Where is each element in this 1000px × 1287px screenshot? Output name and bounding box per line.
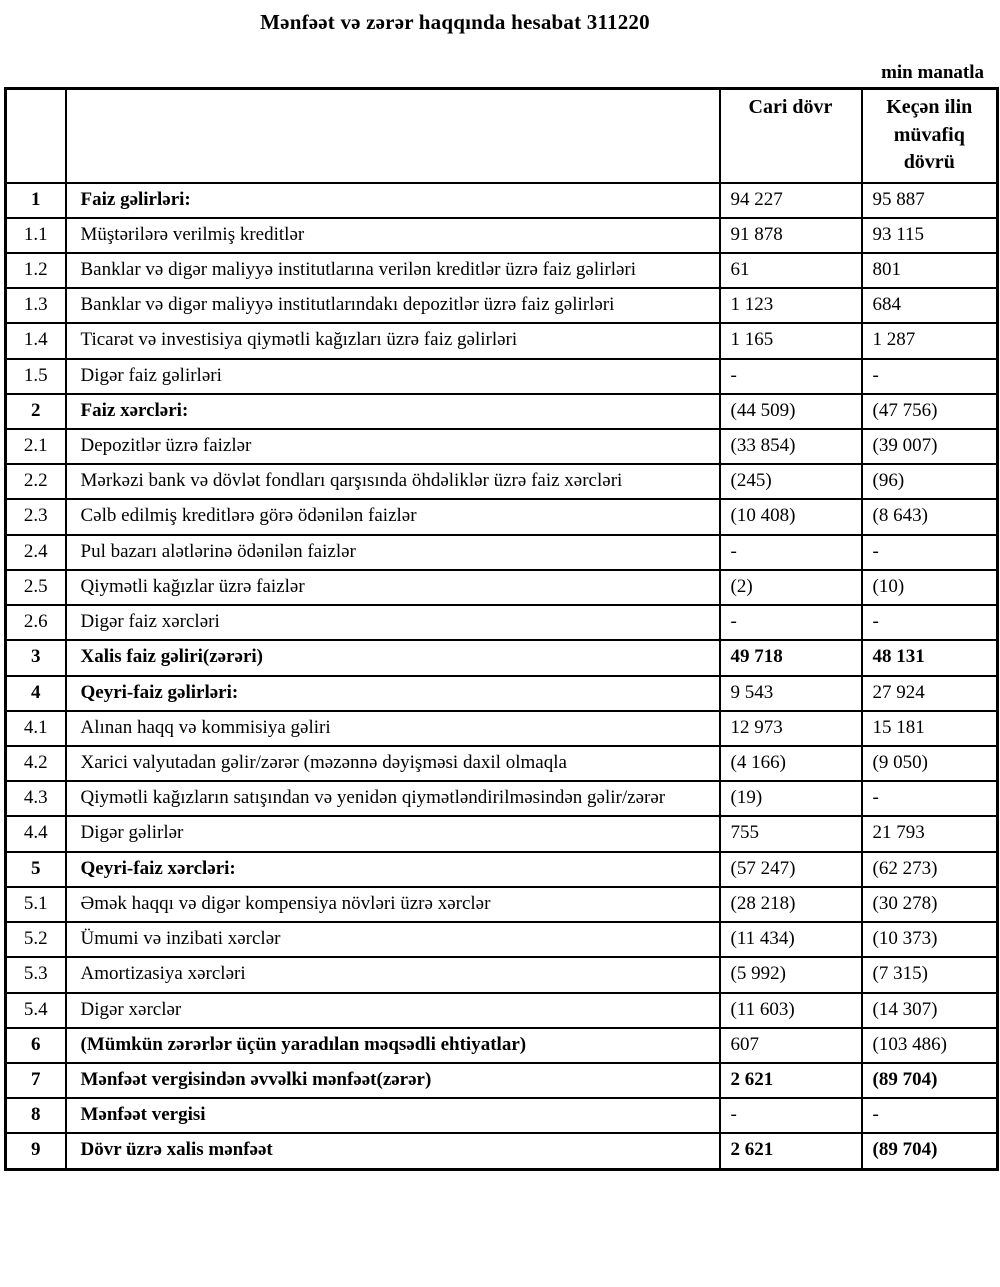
table-row bbox=[6, 1133, 998, 1169]
row-number: 4.3 bbox=[6, 781, 66, 816]
row-current-value: - bbox=[720, 605, 862, 640]
header-number-column bbox=[6, 89, 66, 183]
row-number: 6 bbox=[6, 1028, 66, 1063]
row-label: Faiz gəlirləri: bbox=[66, 183, 720, 218]
row-label: (Mümkün zərərlər üçün yaradılan məqsədli ehtiyatlar) bbox=[66, 1028, 720, 1063]
table-header bbox=[6, 89, 998, 183]
table-row bbox=[6, 253, 998, 288]
table-row bbox=[6, 640, 998, 675]
row-previous-value: (39 007) bbox=[862, 429, 998, 464]
row-current-value: (44 509) bbox=[720, 394, 862, 429]
table-row bbox=[6, 887, 998, 922]
table-row bbox=[6, 323, 998, 358]
row-label: Xalis faiz gəliri(zərəri) bbox=[66, 640, 720, 675]
row-previous-value: (89 704) bbox=[862, 1063, 998, 1098]
row-label: Digər faiz xərcləri bbox=[66, 605, 720, 640]
row-current-value: (11 603) bbox=[720, 993, 862, 1028]
table-row bbox=[6, 1063, 998, 1098]
row-number: 7 bbox=[6, 1063, 66, 1098]
row-previous-value: 27 924 bbox=[862, 676, 998, 711]
row-previous-value: (89 704) bbox=[862, 1133, 998, 1169]
row-previous-value: 21 793 bbox=[862, 816, 998, 851]
table-row bbox=[6, 711, 998, 746]
row-previous-value: - bbox=[862, 359, 998, 394]
row-previous-value: (47 756) bbox=[862, 394, 998, 429]
row-previous-value: 15 181 bbox=[862, 711, 998, 746]
row-label: Mənfəət vergisindən əvvəlki mənfəət(zərər) bbox=[66, 1063, 720, 1098]
row-previous-value: (8 643) bbox=[862, 499, 998, 534]
table-row bbox=[6, 781, 998, 816]
table-row bbox=[6, 1098, 998, 1133]
row-current-value: 2 621 bbox=[720, 1063, 862, 1098]
row-current-value: (28 218) bbox=[720, 887, 862, 922]
row-label: Qeyri-faiz xərcləri: bbox=[66, 852, 720, 887]
row-label: Faiz xərcləri: bbox=[66, 394, 720, 429]
row-current-value: (10 408) bbox=[720, 499, 862, 534]
row-label: Qeyri-faiz gəlirləri: bbox=[66, 676, 720, 711]
header-row bbox=[6, 89, 998, 183]
table-row bbox=[6, 605, 998, 640]
row-label: Cəlb edilmiş kreditlərə görə ödənilən faizlər bbox=[66, 499, 720, 534]
table-row bbox=[6, 1028, 998, 1063]
row-label: Ümumi və inzibati xərclər bbox=[66, 922, 720, 957]
header-previous-period: Keçən ilin müvafiq dövrü bbox=[862, 89, 998, 183]
row-current-value: (245) bbox=[720, 464, 862, 499]
row-label: Mərkəzi bank və dövlət fondları qarşısında öhdəliklər üzrə faiz xərcləri bbox=[66, 464, 720, 499]
row-label: Dövr üzrə xalis mənfəət bbox=[66, 1133, 720, 1169]
row-number: 9 bbox=[6, 1133, 66, 1169]
row-number: 5.1 bbox=[6, 887, 66, 922]
table-row bbox=[6, 816, 998, 851]
table-row bbox=[6, 218, 998, 253]
row-current-value: (5 992) bbox=[720, 957, 862, 992]
table-row bbox=[6, 535, 998, 570]
row-current-value: (57 247) bbox=[720, 852, 862, 887]
row-previous-value: 684 bbox=[862, 288, 998, 323]
row-previous-value: (103 486) bbox=[862, 1028, 998, 1063]
row-previous-value: (10) bbox=[862, 570, 998, 605]
profit-loss-table bbox=[4, 87, 999, 1171]
row-number: 1 bbox=[6, 183, 66, 218]
table-row bbox=[6, 746, 998, 781]
row-number: 2.2 bbox=[6, 464, 66, 499]
row-previous-value: (62 273) bbox=[862, 852, 998, 887]
row-current-value: 1 123 bbox=[720, 288, 862, 323]
row-label: Pul bazarı alətlərinə ödənilən faizlər bbox=[66, 535, 720, 570]
row-number: 2.6 bbox=[6, 605, 66, 640]
row-previous-value: 95 887 bbox=[862, 183, 998, 218]
row-previous-value: (7 315) bbox=[862, 957, 998, 992]
row-number: 2.4 bbox=[6, 535, 66, 570]
row-previous-value: 1 287 bbox=[862, 323, 998, 358]
table-row bbox=[6, 288, 998, 323]
row-label: Əmək haqqı və digər kompensiya növləri üzrə xərclər bbox=[66, 887, 720, 922]
header-label-column bbox=[66, 89, 720, 183]
row-label: Qiymətli kağızlar üzrə faizlər bbox=[66, 570, 720, 605]
row-current-value: (4 166) bbox=[720, 746, 862, 781]
row-current-value: (33 854) bbox=[720, 429, 862, 464]
row-current-value: 61 bbox=[720, 253, 862, 288]
row-current-value: 9 543 bbox=[720, 676, 862, 711]
row-current-value: - bbox=[720, 1098, 862, 1133]
row-current-value: 607 bbox=[720, 1028, 862, 1063]
row-label: Banklar və digər maliyyə institutlarına verilən kreditlər üzrə faiz gəlirləri bbox=[66, 253, 720, 288]
row-previous-value: (14 307) bbox=[862, 993, 998, 1028]
row-label: Amortizasiya xərcləri bbox=[66, 957, 720, 992]
row-current-value: 1 165 bbox=[720, 323, 862, 358]
table-row bbox=[6, 183, 998, 218]
row-number: 2.5 bbox=[6, 570, 66, 605]
row-current-value: (11 434) bbox=[720, 922, 862, 957]
row-current-value: 2 621 bbox=[720, 1133, 862, 1169]
row-label: Ticarət və investisiya qiymətli kağızları üzrə faiz gəlirləri bbox=[66, 323, 720, 358]
table-row bbox=[6, 570, 998, 605]
row-number: 1.1 bbox=[6, 218, 66, 253]
row-number: 1.3 bbox=[6, 288, 66, 323]
row-number: 5.4 bbox=[6, 993, 66, 1028]
table-row bbox=[6, 852, 998, 887]
row-current-value: (19) bbox=[720, 781, 862, 816]
row-current-value: 94 227 bbox=[720, 183, 862, 218]
row-label: Depozitlər üzrə faizlər bbox=[66, 429, 720, 464]
row-current-value: - bbox=[720, 535, 862, 570]
row-previous-value: - bbox=[862, 781, 998, 816]
row-previous-value: (10 373) bbox=[862, 922, 998, 957]
row-current-value: (2) bbox=[720, 570, 862, 605]
table-row bbox=[6, 359, 998, 394]
row-number: 4.4 bbox=[6, 816, 66, 851]
row-previous-value: - bbox=[862, 535, 998, 570]
row-previous-value: 801 bbox=[862, 253, 998, 288]
table-row bbox=[6, 499, 998, 534]
row-previous-value: 93 115 bbox=[862, 218, 998, 253]
row-number: 1.5 bbox=[6, 359, 66, 394]
table-row bbox=[6, 464, 998, 499]
row-previous-value: - bbox=[862, 605, 998, 640]
row-current-value: 91 878 bbox=[720, 218, 862, 253]
row-number: 5 bbox=[6, 852, 66, 887]
row-label: Mənfəət vergisi bbox=[66, 1098, 720, 1133]
row-label: Alınan haqq və kommisiya gəliri bbox=[66, 711, 720, 746]
table-row bbox=[6, 993, 998, 1028]
header-current-period: Cari dövr bbox=[720, 89, 862, 183]
row-number: 2.3 bbox=[6, 499, 66, 534]
row-number: 4 bbox=[6, 676, 66, 711]
table-row bbox=[6, 922, 998, 957]
report-table-body bbox=[6, 183, 998, 1170]
row-previous-value: 48 131 bbox=[862, 640, 998, 675]
row-previous-value: (96) bbox=[862, 464, 998, 499]
table-row bbox=[6, 429, 998, 464]
row-current-value: - bbox=[720, 359, 862, 394]
row-current-value: 755 bbox=[720, 816, 862, 851]
table-row bbox=[6, 957, 998, 992]
row-label: Müştərilərə verilmiş kreditlər bbox=[66, 218, 720, 253]
row-number: 4.2 bbox=[6, 746, 66, 781]
row-number: 5.2 bbox=[6, 922, 66, 957]
row-number: 5.3 bbox=[6, 957, 66, 992]
row-label: Banklar və digər maliyyə institutlarındakı depozitlər üzrə faiz gəlirləri bbox=[66, 288, 720, 323]
row-current-value: 49 718 bbox=[720, 640, 862, 675]
row-current-value: 12 973 bbox=[720, 711, 862, 746]
row-number: 1.4 bbox=[6, 323, 66, 358]
row-number: 2.1 bbox=[6, 429, 66, 464]
document-title: Mənfəət və zərər haqqında hesabat 311220 bbox=[260, 10, 650, 34]
table-row bbox=[6, 676, 998, 711]
row-previous-value: (9 050) bbox=[862, 746, 998, 781]
row-number: 2 bbox=[6, 394, 66, 429]
row-previous-value: - bbox=[862, 1098, 998, 1133]
row-label: Xarici valyutadan gəlir/zərər (məzənnə dəyişməsi daxil olmaqla bbox=[66, 746, 720, 781]
row-label: Digər faiz gəlirləri bbox=[66, 359, 720, 394]
unit-note: min manatla bbox=[881, 62, 984, 83]
row-label: Digər gəlirlər bbox=[66, 816, 720, 851]
row-previous-value: (30 278) bbox=[862, 887, 998, 922]
row-number: 8 bbox=[6, 1098, 66, 1133]
row-label: Digər xərclər bbox=[66, 993, 720, 1028]
row-number: 1.2 bbox=[6, 253, 66, 288]
row-label: Qiymətli kağızların satışından və yenidən qiymətləndirilməsindən gəlir/zərər bbox=[66, 781, 720, 816]
row-number: 4.1 bbox=[6, 711, 66, 746]
table-row bbox=[6, 394, 998, 429]
row-number: 3 bbox=[6, 640, 66, 675]
